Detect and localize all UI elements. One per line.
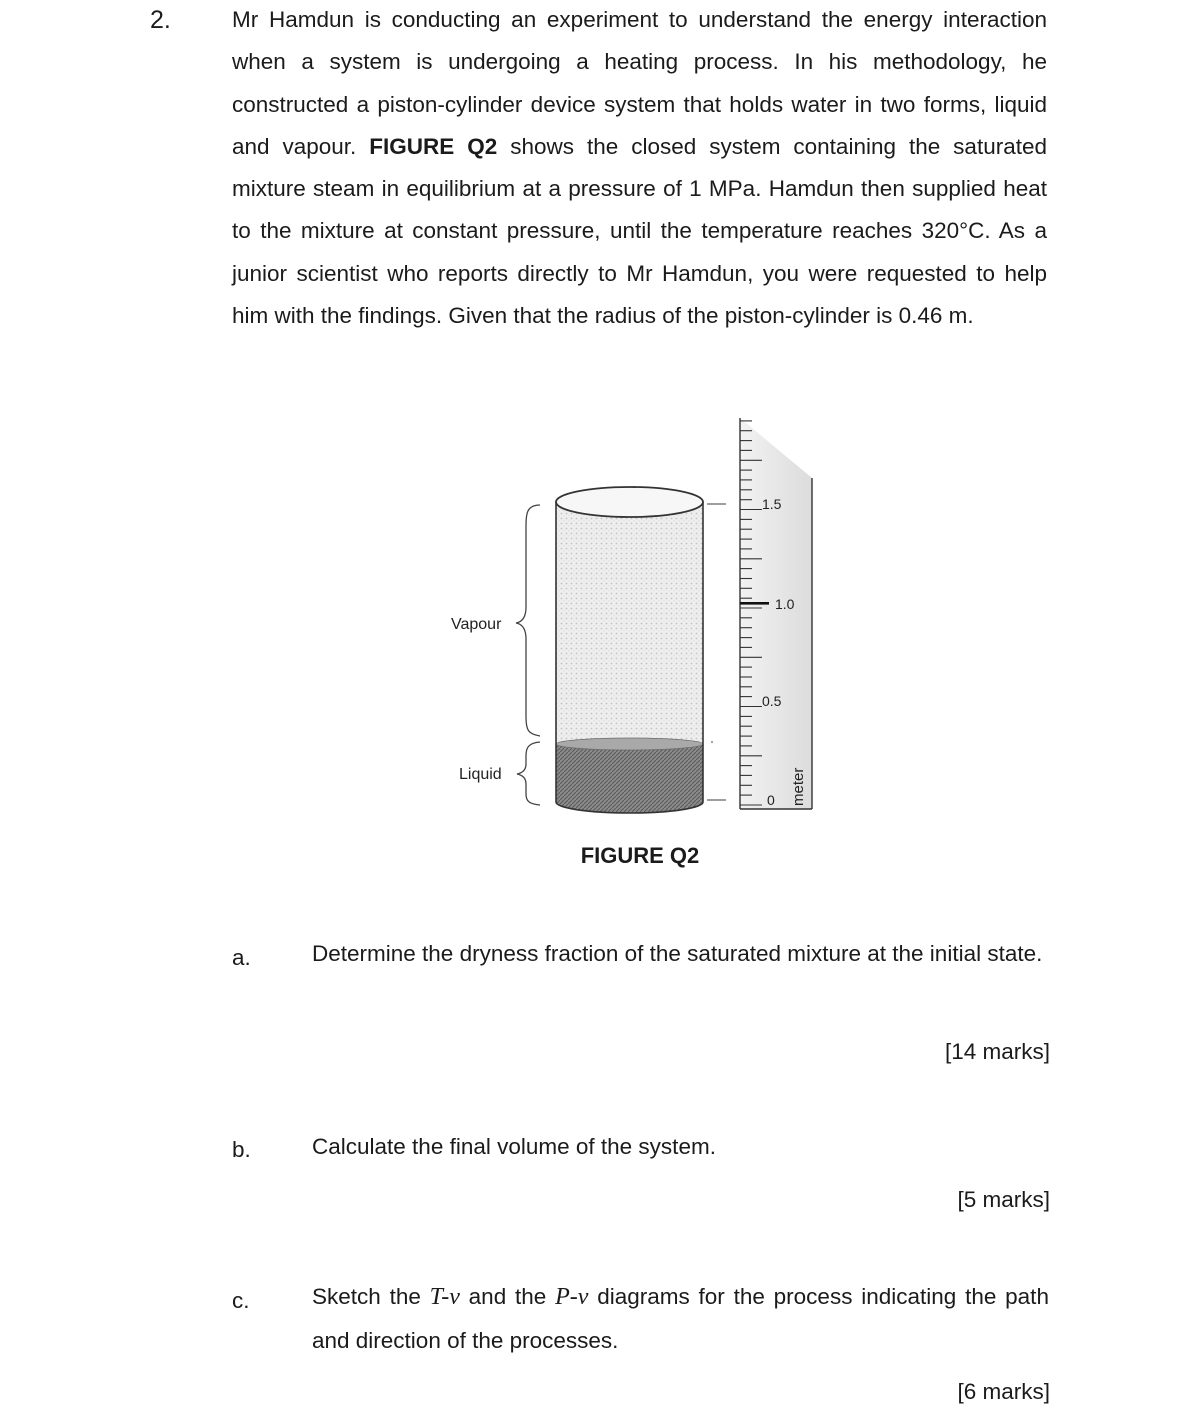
part-c-text-start: Sketch the bbox=[312, 1284, 421, 1309]
part-b-marks: [5 marks] bbox=[957, 1187, 1050, 1212]
liquid-label: Liquid bbox=[459, 766, 502, 783]
tv-diagram-term: T-v bbox=[429, 1284, 460, 1310]
part-b-text: Calculate the final volume of the system. bbox=[312, 1134, 716, 1159]
question-text-part1: Mr Hamdun is conducting an experiment to understand the energy interaction when a system is undergoing a heating process. In his methodology, he constructed a piston-cylinder device system that holds water in two forms, liquid and vapour. bbox=[232, 7, 1047, 159]
vapour-region bbox=[556, 502, 703, 744]
figure-caption: FIGURE Q2 bbox=[580, 843, 700, 868]
part-c-marks: [6 marks] bbox=[957, 1379, 1050, 1404]
part-b-label: b. bbox=[232, 1137, 251, 1162]
scale-label-1-5: 1.5 bbox=[762, 496, 782, 512]
vapour-label: Vapour bbox=[451, 616, 502, 633]
vapour-brace bbox=[516, 505, 540, 736]
part-a-label: a. bbox=[232, 945, 251, 970]
unit-label: meter bbox=[790, 767, 807, 806]
ruler bbox=[740, 418, 812, 809]
cylinder-top bbox=[556, 487, 703, 517]
question-number: 2. bbox=[150, 6, 171, 34]
figure-reference: FIGURE Q2 bbox=[369, 133, 498, 159]
part-c-text-end: diagrams for the process indicating the path and direction of the processes. bbox=[312, 1284, 1049, 1353]
part-a-marks: [14 marks] bbox=[944, 1039, 1050, 1064]
scale-label-0: 0 bbox=[767, 792, 775, 808]
part-c-text-mid: and the bbox=[468, 1284, 547, 1309]
liquid-region bbox=[556, 744, 703, 813]
piston-cylinder-figure bbox=[440, 412, 840, 832]
liquid-brace bbox=[517, 742, 540, 805]
question-text bbox=[232, 0, 1047, 337]
scale-label-0-5: 0.5 bbox=[762, 693, 782, 709]
part-a-text: Determine the dryness fraction of the saturated mixture at the initial state. bbox=[312, 941, 1043, 966]
part-c-text bbox=[312, 1275, 1049, 1362]
part-c-label: c. bbox=[232, 1288, 250, 1313]
scale-label-1-0: 1.0 bbox=[775, 596, 795, 612]
question-text-part2: shows the closed system containing the saturated mixture steam in equilibrium at a pressure of 1 MPa. Hamdun then supplied heat to the mixture at constant pressure, until the temperature reaches 320°C. As a junior scientist who reports directly to Mr Hamdun, you were requested to help him with the findings. Given that the radius of the piston-cylinder is 0.46 m. bbox=[232, 133, 1047, 329]
liquid-surface bbox=[556, 738, 703, 750]
pv-diagram-term: P-v bbox=[555, 1284, 589, 1310]
